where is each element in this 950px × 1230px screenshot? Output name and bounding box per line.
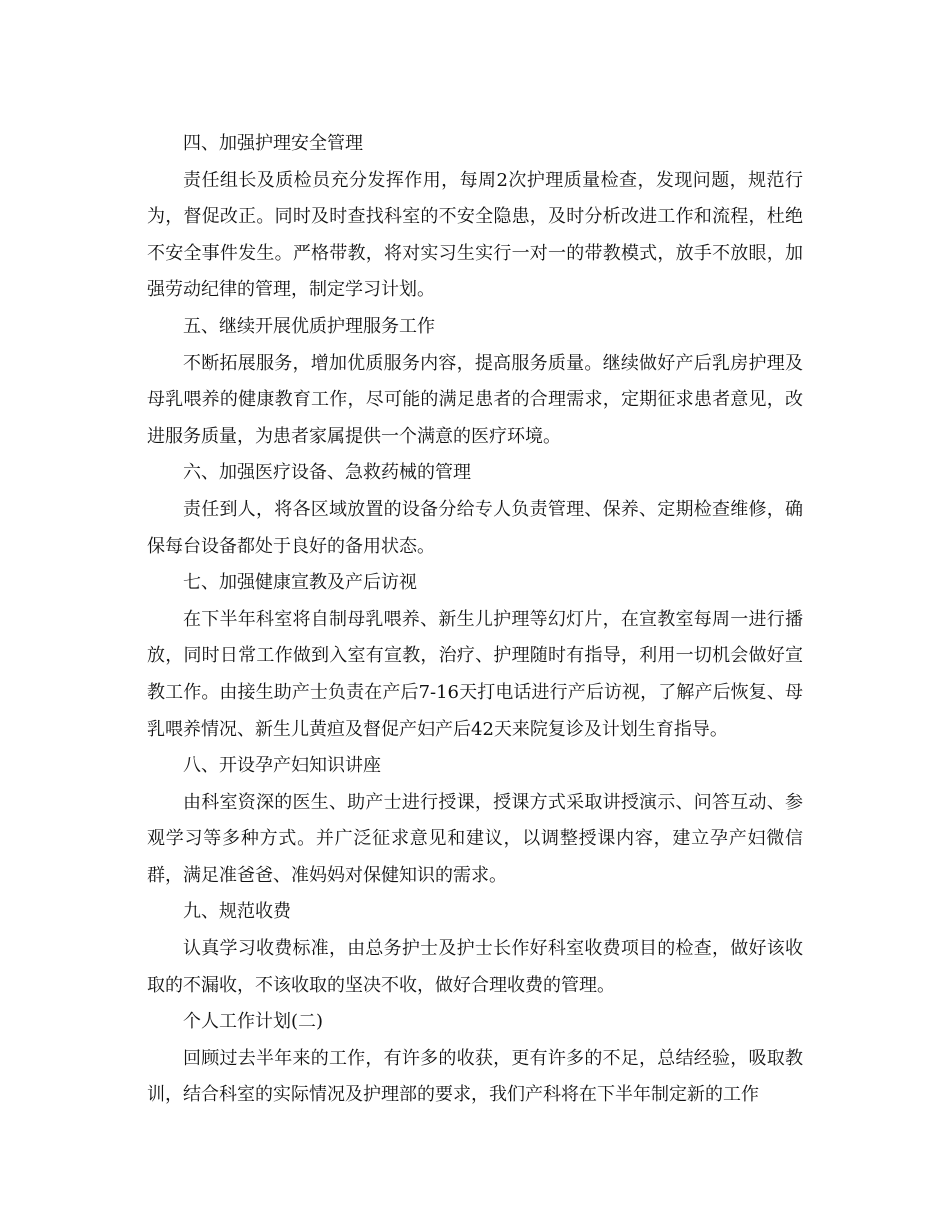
section-heading-lectures: 八、开设孕产妇知识讲座 — [183, 755, 381, 777]
section-heading-fees: 九、规范收费 — [183, 901, 291, 923]
paragraph-personal-plan-2: 回顾过去半年来的工作，有许多的收获，更有许多的不足，总结经验，吸取教训，结合科室的实际情况及护理部的要求，我们产科将在下半年制定新的工作 — [147, 1047, 803, 1106]
section-heading-quality-service: 五、继续开展优质护理服务工作 — [183, 315, 435, 337]
paragraph-equipment: 责任到人，将各区域放置的设备分给专人负责管理、保养、定期检查维修，确保每台设备都处于良好的备用状态。 — [147, 498, 803, 557]
paragraph-quality-service: 不断拓展服务，增加优质服务内容，提高服务质量。继续做好产后乳房护理及母乳喂养的健康教育工作，尽可能的满足患者的合理需求，定期征求患者意见，改进服务质量，为患者家属提供一个满意的医疗环境。 — [147, 352, 803, 447]
paragraph-safety: 责任组长及质检员充分发挥作用，每周2次护理质量检查，发现问题，规范行为，督促改正。同时及时查找科室的不安全隐患，及时分析改进工作和流程，杜绝不安全事件发生。严格带教，将对实习生实行一对一的带教模式，放手不放眼，加强劳动纪律的管理，制定学习计划。 — [147, 169, 803, 301]
section-heading-health-education: 七、加强健康宣教及产后访视 — [183, 572, 417, 594]
section-heading-equipment: 六、加强医疗设备、急救药械的管理 — [183, 462, 471, 484]
paragraph-lectures: 由科室资深的医生、助产士进行授课，授课方式采取讲授演示、问答互动、参观学习等多种方式。并广泛征求意见和建议，以调整授课内容，建立孕产妇微信群，满足准爸爸、准妈妈对保健知识的需求。 — [147, 791, 803, 886]
paragraph-fees: 认真学习收费标准，由总务护士及护士长作好科室收费项目的检查，做好该收取的不漏收，不该收取的坚决不收，做好合理收费的管理。 — [147, 938, 803, 996]
document-body — [147, 126, 803, 1114]
paragraph-health-education: 在下半年科室将自制母乳喂养、新生儿护理等幻灯片，在宣教室每周一进行播放，同时日常工作做到入室有宣教，治疗、护理随时有指导，利用一切机会做好宣教工作。由接生助产士负责在产后7-16天打电话进行产后访视，了解产后恢复、母乳喂养情况、新生儿黄疸及督促产妇产后42天来院复诊及计划生育指导。 — [147, 608, 803, 740]
section-heading-personal-plan-2: 个人工作计划(二) — [183, 1011, 324, 1033]
section-heading-safety: 四、加强护理安全管理 — [183, 133, 363, 154]
